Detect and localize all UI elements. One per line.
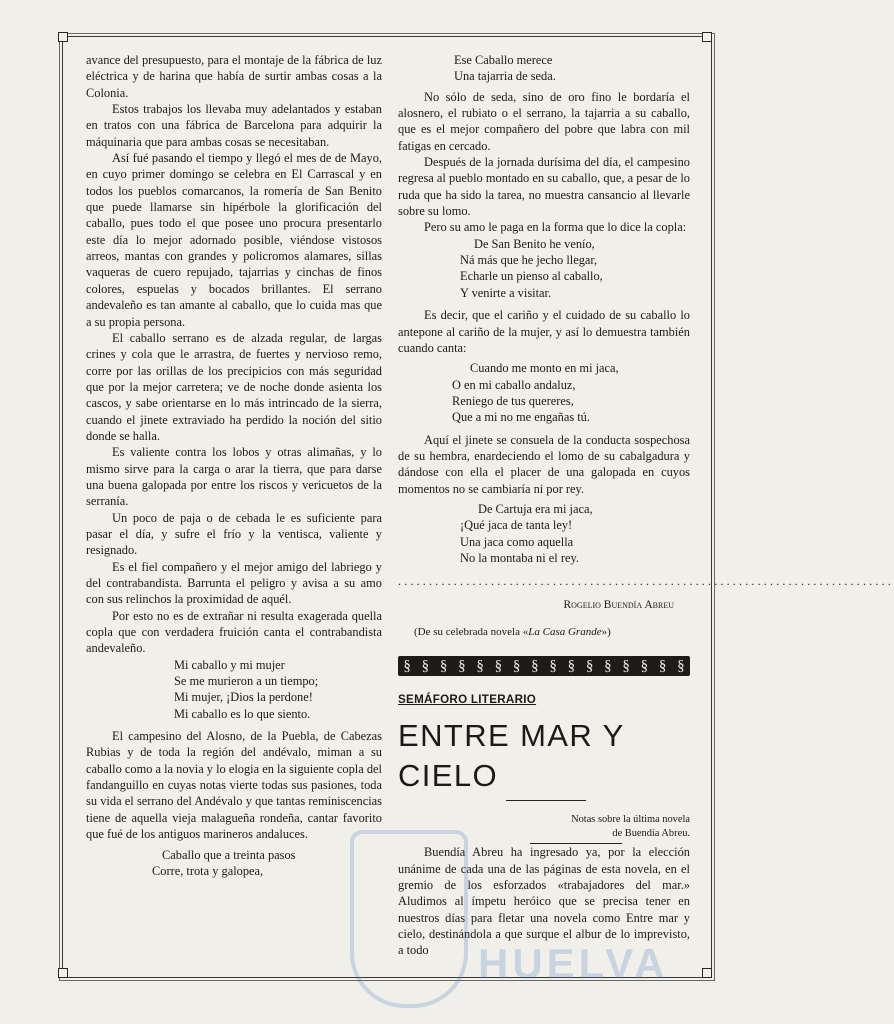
watermark-text: HUELVA bbox=[478, 940, 669, 987]
verse-line: Ese Caballo merece bbox=[454, 53, 553, 67]
verse-line: Y venirte a visitar. bbox=[460, 285, 552, 300]
verse-line: Una tajarria de seda. bbox=[454, 69, 556, 84]
ornament-glyph: § bbox=[677, 658, 685, 674]
verse-line: Se me murieron a un tiempo; bbox=[174, 674, 319, 689]
paragraph bbox=[86, 150, 382, 330]
source-suffix: ») bbox=[601, 625, 611, 638]
ornament-glyph: § bbox=[640, 658, 649, 674]
corner-ornament-bottom-left bbox=[58, 968, 68, 978]
verse-line: Caballo que a treinta pasos bbox=[162, 847, 296, 862]
verse-line: Corre, trota y galopea, bbox=[152, 863, 264, 878]
verse-line: Una jaca como aquella bbox=[460, 534, 574, 549]
ornament-glyph: § bbox=[476, 658, 484, 674]
verse-block bbox=[398, 52, 690, 85]
ornament-glyph: § bbox=[512, 658, 521, 674]
ornament-glyph: § bbox=[494, 658, 503, 674]
verse-line: Reniego de tus quereres, bbox=[452, 393, 574, 408]
verse-block bbox=[86, 847, 382, 880]
paragraph: Estos trabajos los llevaba muy adelantados y estaban en tratos con una fábrica de Barcelona para adquirir la máquinaria que para ambas cosas se necesitaban. bbox=[86, 102, 382, 149]
paragraph: Es valiente contra los lobos y otras alimañas, y lo mismo sirve para la carga o arar la tierra, que para darse una buena galopada por entre los riscos y vericuetos de la serranía. bbox=[86, 445, 382, 509]
verse-block bbox=[398, 360, 690, 425]
source-note bbox=[398, 624, 690, 640]
ornament-glyph: § bbox=[421, 658, 430, 674]
corner-ornament-top-right bbox=[702, 32, 712, 42]
paragraph: Buendía Abreu ha ingresado ya, por la elección unánime de cada una de las páginas de esta novela, en el gremio de los esforzados «trabajadores del mar.» Aludimos al ímpetu heróico que se precisa tener en nuestros días para fletar una novela como Entre mar y cielo, destinándola a que surque el albur de lo imprevisto, a todo bbox=[398, 845, 690, 958]
decorative-ornament-band bbox=[398, 656, 690, 676]
paragraph: avance del presupuesto, para el montaje de la fábrica de luz eléctrica y de harina que había de surtir ambas cosas a la Colonia. bbox=[86, 53, 382, 100]
corner-ornament-bottom-right bbox=[702, 968, 712, 978]
verse-line: No la montaba ni el rey. bbox=[460, 550, 579, 565]
verse-line: ¡Qué jaca de tanta ley! bbox=[460, 518, 573, 533]
paragraph: Aquí el jinete se consuela de la conducta sospechosa de su hembra, enardeciendo el lomo de su cabalgadura y dándose con ella el placer de una galopada en cuyos momentos no se cambiaría ni por rey. bbox=[398, 432, 690, 496]
paragraph: No sólo de seda, sino de oro fino le bordaría el alosnero, el rubiato o el serrano, la tajarria a su caballo, que es el mejor compañero del pobre que labra con mil fatigas en cercado. bbox=[398, 89, 690, 153]
dotted-separator: ................................................................................ bbox=[398, 574, 894, 589]
right-column bbox=[398, 52, 894, 959]
verse-block bbox=[86, 657, 382, 722]
ornament-glyph: § bbox=[585, 658, 594, 674]
verse-line: Mi mujer, ¡Dios la perdone! bbox=[174, 690, 313, 705]
verse-line: Mi caballo y mi mujer bbox=[174, 657, 285, 672]
notes-line: de Buendía Abreu. bbox=[612, 828, 690, 840]
verse-line: Cuando me monto en mi jaca, bbox=[470, 361, 619, 376]
verse-line: De Cartuja era mi jaca, bbox=[478, 501, 593, 516]
paragraph: Pero su amo le paga en la forma que lo dice la copla: bbox=[424, 220, 687, 235]
ornament-glyph: § bbox=[658, 658, 667, 674]
ornament-glyph: § bbox=[458, 658, 466, 674]
paragraph: Es el fiel compañero y el mejor amigo del labriego y del contrabandista. Barrunta el peligro y avisa a su amo con sus relinchos la proximidad de aquél. bbox=[86, 559, 382, 607]
verse-block bbox=[398, 501, 690, 566]
verse-line: Mi caballo es lo que siento. bbox=[174, 706, 311, 721]
source-title: La Casa Grande bbox=[528, 625, 602, 638]
title-underline bbox=[506, 800, 586, 801]
notes-line: Notas sobre la última novela bbox=[571, 814, 690, 826]
paragraph: El campesino del Alosno, de la Puebla, de Cabezas Rubias y de toda la región del andévalo, miman a su caballo como a la novia y lo elogia en la siguiente copla del fandanguillo en cuyas notas vierte todas sus pasiones, toda su vida el serrano del Andévalo y que tantas reminiscencias tiene de aquella vieja malagueña rondeña, cantar favorito que fué de los antiguos marineros andaluces. bbox=[86, 729, 382, 842]
left-column bbox=[86, 52, 382, 879]
verse-line: Que a mi no me engañas tú. bbox=[452, 410, 590, 425]
ornament-glyph: § bbox=[403, 658, 411, 674]
paragraph: Después de la jornada durísima del día, el campesino regresa al pueblo montado en su caballo, que, a pesar de lo ruda que ha sido la tarea, no muestra cansancio al llevarle sobre su lomo. bbox=[398, 155, 690, 219]
verse-block bbox=[398, 236, 690, 301]
verse-line: Ná más que he jecho llegar, bbox=[460, 253, 598, 268]
verse-line: De San Benito he venío, bbox=[474, 236, 595, 251]
ornament-glyph: § bbox=[439, 658, 448, 674]
ornament-glyph: § bbox=[567, 658, 576, 674]
ornament-glyph: § bbox=[604, 658, 612, 674]
verse-line: Echarle un pienso al caballo, bbox=[460, 269, 603, 284]
paragraph-part: Así fué pasando el tiempo y llegó el mes de de Mayo, en cuyo primer domingo se celebra en El Carrascal y en todos los pueblos comarcanos, la romería de San Benito que puede llamarse sin hipérbole la glorificación del caballo, pues todo el que posee uno procura presentarlo este día lo mejor adornado posible, viéndose vistosos arreos, mantas con grandes y policromos alamares, sillas vaqueras de cuero repujado, tajarrias y cinchas de finos colores, espuelas y bocados brillantes. El serrano andevaleño es tan amante al caballo, que lo cuida mas que a su propia persona. bbox=[86, 151, 382, 329]
section-label: SEMÁFORO LITERARIO bbox=[398, 693, 537, 706]
paragraph: El caballo serrano es de alzada regular, de largas crines y cola que le arrastra, de fuertes y nervioso remo, corre por las orillas de los precipicios con más seguridad que por la mejor carretera; ve de noche donde asienta los cascos, y sabe orientarse en lo más intrincado de la sierra, cuando el jinete extraviado ha perdido la noción del sitio donde se halla. bbox=[86, 330, 382, 443]
paragraph: Un poco de paja o de cebada le es suficiente para pasar el día, y sufre el frío y la ventisca, valiente y resignado. bbox=[86, 510, 382, 558]
verse-line: O en mi caballo andaluz, bbox=[452, 377, 576, 392]
ornament-glyph: § bbox=[549, 658, 557, 674]
source-prefix: (De su celebrada novela « bbox=[414, 625, 529, 638]
paragraph: Por esto no es de extrañar ni resulta exagerada quella copla que con verdadera fruición canta el contrabandista andevaleño. bbox=[86, 608, 382, 656]
ornament-glyph: § bbox=[531, 658, 539, 674]
article-title: ENTRE MAR Y CIELO bbox=[398, 718, 625, 794]
author-signature: Rogelio Buendía Abreu bbox=[563, 599, 674, 612]
article-notes bbox=[398, 813, 690, 841]
ornament-glyph: § bbox=[622, 658, 630, 674]
paragraph: Es decir, que el cariño y el cuidado de su caballo lo antepone al cariño de la mujer, y así lo demuestra también cuando canta: bbox=[398, 308, 690, 355]
corner-ornament-top-left bbox=[58, 32, 68, 42]
